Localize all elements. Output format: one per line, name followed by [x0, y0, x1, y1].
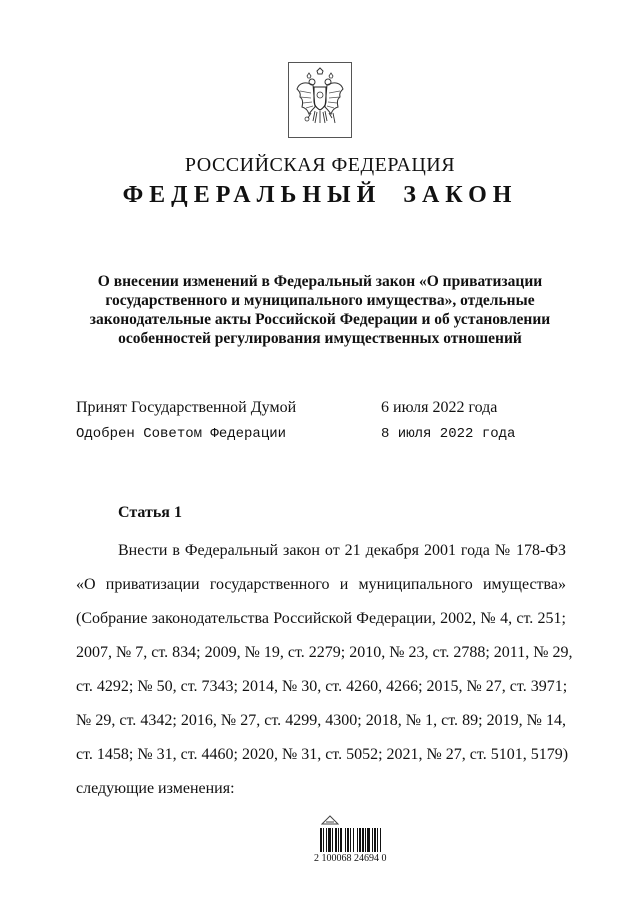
- barcode-bar: [357, 828, 358, 852]
- law-title-line: законодательные акты Российской Федерации и об установлении: [89, 311, 551, 328]
- document-type-word-1: ФЕДЕРАЛЬНЫЙ: [122, 182, 382, 208]
- barcode-bar: [372, 828, 373, 852]
- barcode-bar: [377, 828, 378, 852]
- adoption-council-date: 8 июля 2022 года: [381, 426, 516, 442]
- document-type-word-2: ЗАКОН: [403, 182, 518, 208]
- law-title-line: особенностей регулирования имущественных отношений: [118, 330, 522, 347]
- barcode-bar: [367, 828, 370, 852]
- barcode-bar: [345, 828, 346, 852]
- state-emblem: [288, 62, 352, 138]
- article-body-line: ст. 4292; № 50, ст. 7343; 2014, № 30, ст. 4260, 4266; 2015, № 27, ст. 3971;: [76, 678, 568, 695]
- law-title-line: О внесении изменений в Федеральный закон «О приватизации: [97, 273, 543, 290]
- barcode-bar: [365, 828, 366, 852]
- document-type: [0, 182, 640, 209]
- barcode-bar: [359, 828, 361, 852]
- barcode-bar: [335, 828, 337, 852]
- document-barcode: [314, 814, 398, 870]
- barcode-bar: [332, 828, 333, 852]
- article-body-line: № 29, ст. 4342; 2016, № 27, ст. 4299, 4300; 2018, № 1, ст. 89; 2019, № 14,: [76, 712, 566, 729]
- adoption-duma-date: 6 июля 2022 года: [381, 399, 498, 416]
- barcode-icon: [320, 828, 396, 852]
- adoption-duma-label: Принят Государственной Думой: [76, 399, 297, 416]
- russian-coat-of-arms-icon: [295, 67, 345, 133]
- adoption-council-label: Одобрен Советом Федерации: [76, 426, 287, 442]
- barcode-bar: [328, 828, 331, 852]
- barcode-bar: [326, 828, 327, 852]
- law-title-line: государственного и муниципального имущества», отдельные: [105, 292, 535, 309]
- barcode-bar: [320, 828, 322, 852]
- barcode-bar: [347, 828, 349, 852]
- article-body-line: «О приватизации государственного и муниципального имущества»: [76, 576, 566, 593]
- article-body-line: следующие изменения:: [76, 780, 235, 797]
- publisher-mark-icon: [320, 814, 340, 826]
- law-title: [70, 272, 570, 348]
- article-heading: Статья 1: [118, 504, 182, 521]
- country-name: РОССИЙСКАЯ ФЕДЕРАЦИЯ: [184, 154, 456, 176]
- barcode-bar: [380, 828, 381, 852]
- article-body-line: ст. 1458; № 31, ст. 4460; 2020, № 31, ст. 5052; 2021, № 27, ст. 5101, 5179): [76, 746, 569, 763]
- article-body: [76, 541, 573, 813]
- barcode-bar: [338, 828, 339, 852]
- barcode-bar: [350, 828, 351, 852]
- article-body-line: (Собрание законодательства Российской Федерации, 2002, № 4, ст. 251;: [76, 610, 566, 627]
- barcode-bar: [362, 828, 364, 852]
- barcode-bar: [340, 828, 342, 852]
- barcode-number: 2 100068 24694 0: [314, 853, 387, 864]
- barcode-bar: [323, 828, 324, 852]
- article-body-line: Внести в Федеральный закон от 21 декабря 2001 года № 178-ФЗ: [118, 542, 566, 559]
- article-body-line: 2007, № 7, ст. 834; 2009, № 19, ст. 2279; 2010, № 23, ст. 2788; 2011, № 29,: [76, 644, 573, 661]
- barcode-bar: [353, 828, 354, 852]
- barcode-bar: [374, 828, 376, 852]
